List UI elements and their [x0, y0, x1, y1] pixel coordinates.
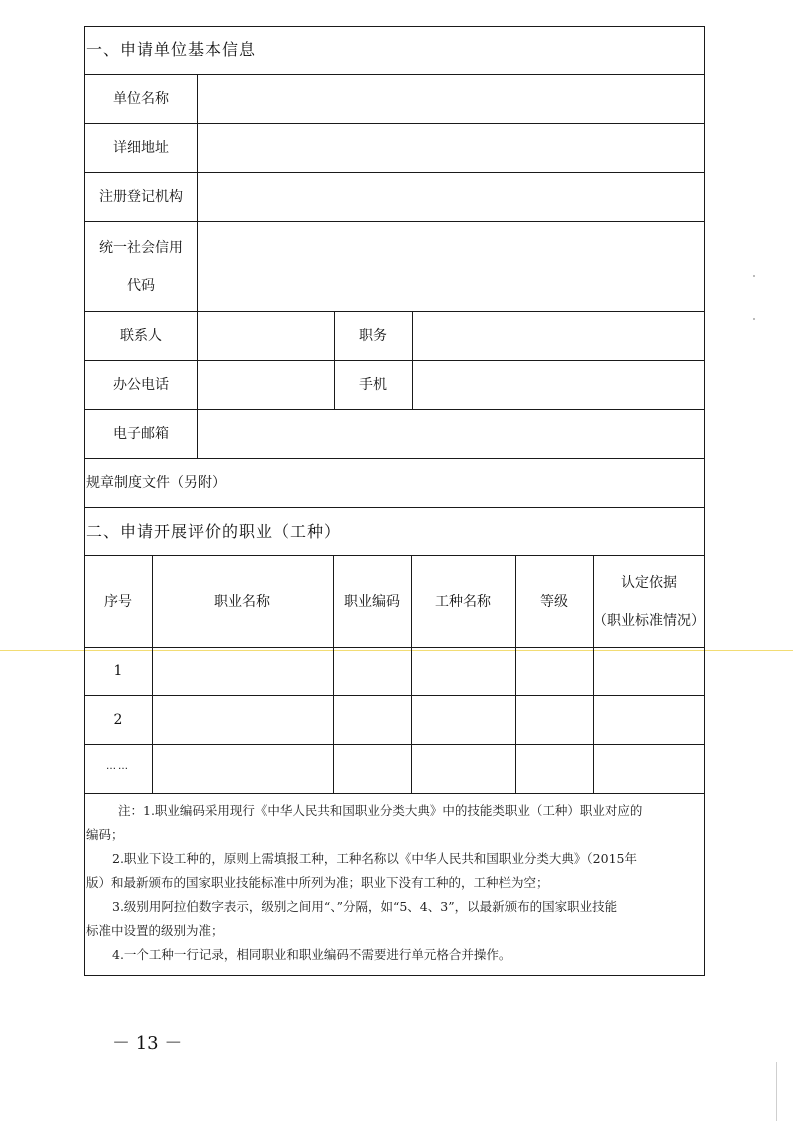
address-field[interactable]: [198, 124, 704, 172]
header-work-type: 工种名称: [435, 594, 491, 610]
position-field[interactable]: [413, 312, 704, 360]
header-index: 序号: [104, 594, 132, 610]
row-index-ellipsis: ……: [106, 761, 130, 772]
label-credit-code-line1: 统一社会信用: [99, 240, 183, 256]
section-1-title: 一、申请单位基本信息: [86, 40, 257, 59]
label-office-phone: 办公电话: [113, 377, 169, 393]
scan-dust: [753, 318, 755, 320]
credit-code-field[interactable]: [198, 222, 704, 311]
email-field[interactable]: [198, 410, 704, 458]
mobile-field[interactable]: [413, 361, 704, 409]
section-2-title: 二、申请开展评价的职业（工种）: [86, 522, 342, 541]
scan-fold-line: [0, 650, 793, 651]
header-level: 等级: [540, 594, 568, 610]
label-address: 详细地址: [113, 140, 169, 156]
page-number: － 13 －: [112, 1033, 183, 1054]
registration-authority-field[interactable]: [198, 173, 704, 221]
label-contact: 联系人: [120, 328, 162, 344]
office-phone-field[interactable]: [198, 361, 334, 409]
label-position: 职务: [359, 328, 387, 344]
header-basis-line2: （职业标准情况）: [593, 613, 705, 629]
note-2-line2: 版）和最新颁布的国家职业技能标准中所列为准；职业下没有工种的，工种栏为空；: [86, 875, 549, 890]
note-3-line2: 标准中设置的级别为准；: [86, 923, 224, 938]
scan-edge-mark: [776, 1062, 777, 1121]
label-registration-authority: 注册登记机构: [99, 189, 183, 205]
label-credit-code-line2: 代码: [127, 278, 155, 294]
unit-name-field[interactable]: [198, 75, 704, 123]
label-mobile: 手机: [359, 377, 387, 393]
row-index-1: 1: [113, 663, 123, 679]
note-1-line2: 编码；: [86, 827, 124, 842]
contact-field[interactable]: [198, 312, 334, 360]
header-basis-line1: 认定依据: [621, 575, 677, 591]
label-unit-name: 单位名称: [113, 91, 169, 107]
label-email: 电子邮箱: [113, 426, 169, 442]
note-4: 4.一个工种一行记录，相同职业和职业编码不需要进行单元格合并操作。: [112, 947, 512, 962]
row-index-2: 2: [113, 712, 123, 728]
scan-dust: [753, 275, 755, 277]
note-2-line1: 2.职业下设工种的，原则上需填报工种，工种名称以《中华人民共和国职业分类大典》（2015年: [112, 851, 637, 866]
label-regulations: 规章制度文件（另附）: [86, 475, 226, 491]
header-occupation-name: 职业名称: [214, 594, 270, 610]
note-1-line1: 注：1.职业编码采用现行《中华人民共和国职业分类大典》中的技能类职业（工种）职业对应的: [118, 803, 643, 818]
note-3-line1: 3.级别用阿拉伯数字表示，级别之间用“、”分隔，如“5、4、3”，以最新颁布的国家职业技能: [112, 899, 618, 914]
header-occupation-code: 职业编码: [344, 594, 400, 610]
